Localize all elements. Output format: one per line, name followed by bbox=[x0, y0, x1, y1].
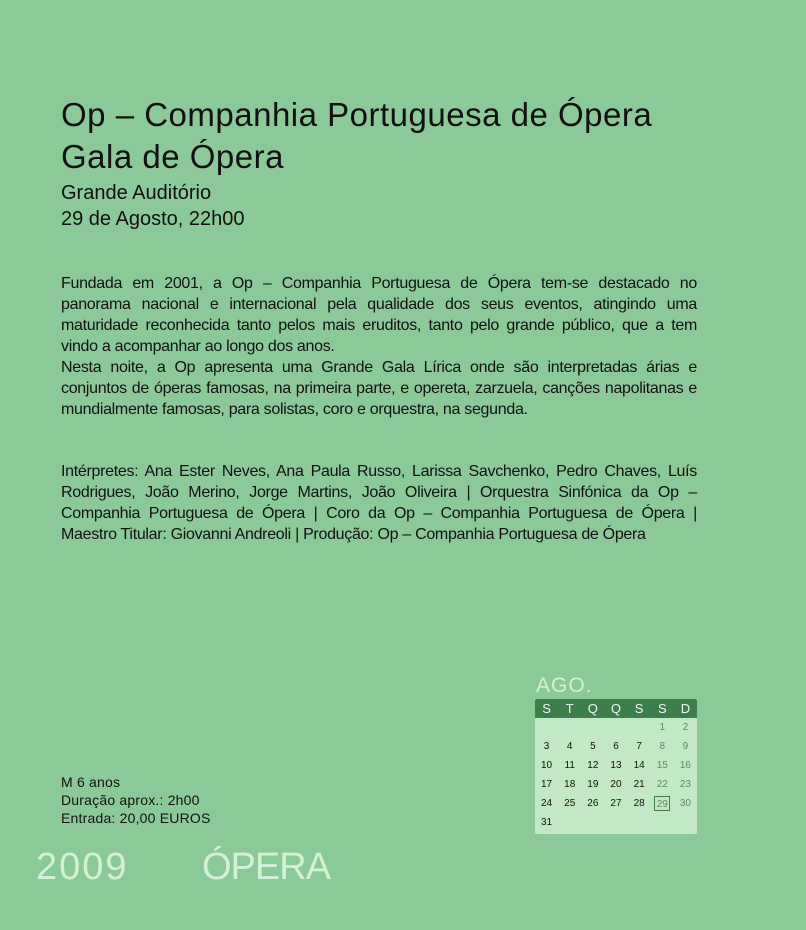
company-name: Op – Companhia Portuguesa de Ópera bbox=[61, 96, 653, 133]
calendar-day: 23 bbox=[679, 779, 691, 790]
weekday-header: Q bbox=[587, 701, 598, 716]
performers-list: Intérpretes: Ana Ester Neves, Ana Paula Russo, Larissa Savchenko, Pedro Chaves, Luís Rodrigues, João Merino, Jorge Martins, João Oliveira | Orquestra Sinfónica da Op – Companhia Portuguesa de Ópera | Coro da Op – Companhia Portuguesa de Ópera | Maestro Titular: Giovanni Andreoli | Produção: Op – Companhia Portuguesa de Ópera bbox=[61, 463, 697, 543]
calendar-day: 12 bbox=[587, 760, 599, 771]
duration: Duração aprox.: 2h00 bbox=[61, 792, 200, 808]
calendar-day: 20 bbox=[610, 779, 622, 790]
calendar-day: 27 bbox=[610, 798, 622, 809]
weekday-header: T bbox=[565, 701, 574, 716]
calendar-day: 30 bbox=[679, 798, 691, 809]
ticket-price: Entrada: 20,00 EUROS bbox=[61, 810, 211, 826]
calendar-blank bbox=[604, 718, 627, 737]
event-info bbox=[61, 773, 211, 827]
event-genre: ÓPERA bbox=[202, 846, 331, 888]
calendar-day: 25 bbox=[564, 798, 576, 809]
calendar bbox=[535, 699, 697, 834]
description-paragraph-2: Nesta noite, a Op apresenta uma Grande Gala Lírica onde são interpretadas árias e conjuntos de óperas famosas, na primeira parte, e opereta, zarzuela, canções napolitanas e mundialmente famosas, para solistas, coro e orquestra, na segunda. bbox=[61, 359, 697, 418]
calendar-day: 7 bbox=[636, 741, 642, 752]
calendar-day: 6 bbox=[613, 741, 619, 752]
weekday-header: D bbox=[680, 701, 691, 716]
calendar-day: 26 bbox=[587, 798, 599, 809]
calendar-day: 1 bbox=[659, 722, 666, 733]
calendar-day: 31 bbox=[541, 817, 553, 828]
calendar-day: 10 bbox=[541, 760, 553, 771]
calendar-day: 28 bbox=[633, 798, 645, 809]
calendar-day: 21 bbox=[633, 779, 645, 790]
event-title bbox=[61, 94, 761, 178]
weekday-header: S bbox=[542, 701, 551, 716]
calendar-day: 13 bbox=[610, 760, 622, 771]
calendar-blank bbox=[581, 718, 604, 737]
calendar-blank bbox=[558, 718, 581, 737]
calendar-weekdays bbox=[535, 699, 697, 718]
calendar-day: 14 bbox=[633, 760, 645, 771]
calendar-day: 9 bbox=[682, 741, 689, 752]
event-date: 29 de Agosto, 22h00 bbox=[61, 208, 245, 230]
calendar-day: 19 bbox=[587, 779, 599, 790]
calendar-day: 17 bbox=[541, 779, 553, 790]
calendar-day-event: 29 bbox=[651, 794, 674, 813]
calendar-day: 24 bbox=[541, 798, 553, 809]
calendar-day: 5 bbox=[590, 741, 596, 752]
calendar-month: AGO. bbox=[536, 674, 593, 697]
calendar-blank bbox=[535, 718, 558, 737]
season-year: 2009 bbox=[36, 846, 129, 888]
weekday-header: Q bbox=[610, 701, 622, 716]
venue-block bbox=[61, 180, 245, 232]
calendar-day: 18 bbox=[564, 779, 576, 790]
calendar-blank bbox=[628, 718, 651, 737]
weekday-header: S bbox=[634, 701, 644, 716]
calendar-day: 2 bbox=[682, 722, 689, 733]
venue-place: Grande Auditório bbox=[61, 182, 212, 204]
calendar-day: 15 bbox=[656, 760, 668, 771]
calendar-day: 8 bbox=[659, 741, 666, 752]
calendar-day: 16 bbox=[679, 760, 691, 771]
calendar-day: 11 bbox=[564, 760, 575, 771]
calendar-days bbox=[535, 718, 697, 834]
calendar-day: 3 bbox=[543, 741, 550, 752]
calendar-day: 22 bbox=[656, 779, 668, 790]
event-description bbox=[61, 273, 697, 420]
calendar-day: 4 bbox=[566, 741, 573, 752]
age-rating: M 6 anos bbox=[61, 774, 121, 790]
weekday-header: S bbox=[657, 701, 667, 716]
description-paragraph-1: Fundada em 2001, a Op – Companhia Portuguesa de Ópera tem-se destacado no panorama nacional e internacional pela qualidade dos seus eventos, atingindo uma maturidade reconhecida tanto pelos mais eruditos, tanto pelo grande público, que a tem vindo a acompanhar ao longo dos anos. bbox=[61, 275, 697, 355]
event-name: Gala de Ópera bbox=[61, 138, 284, 175]
